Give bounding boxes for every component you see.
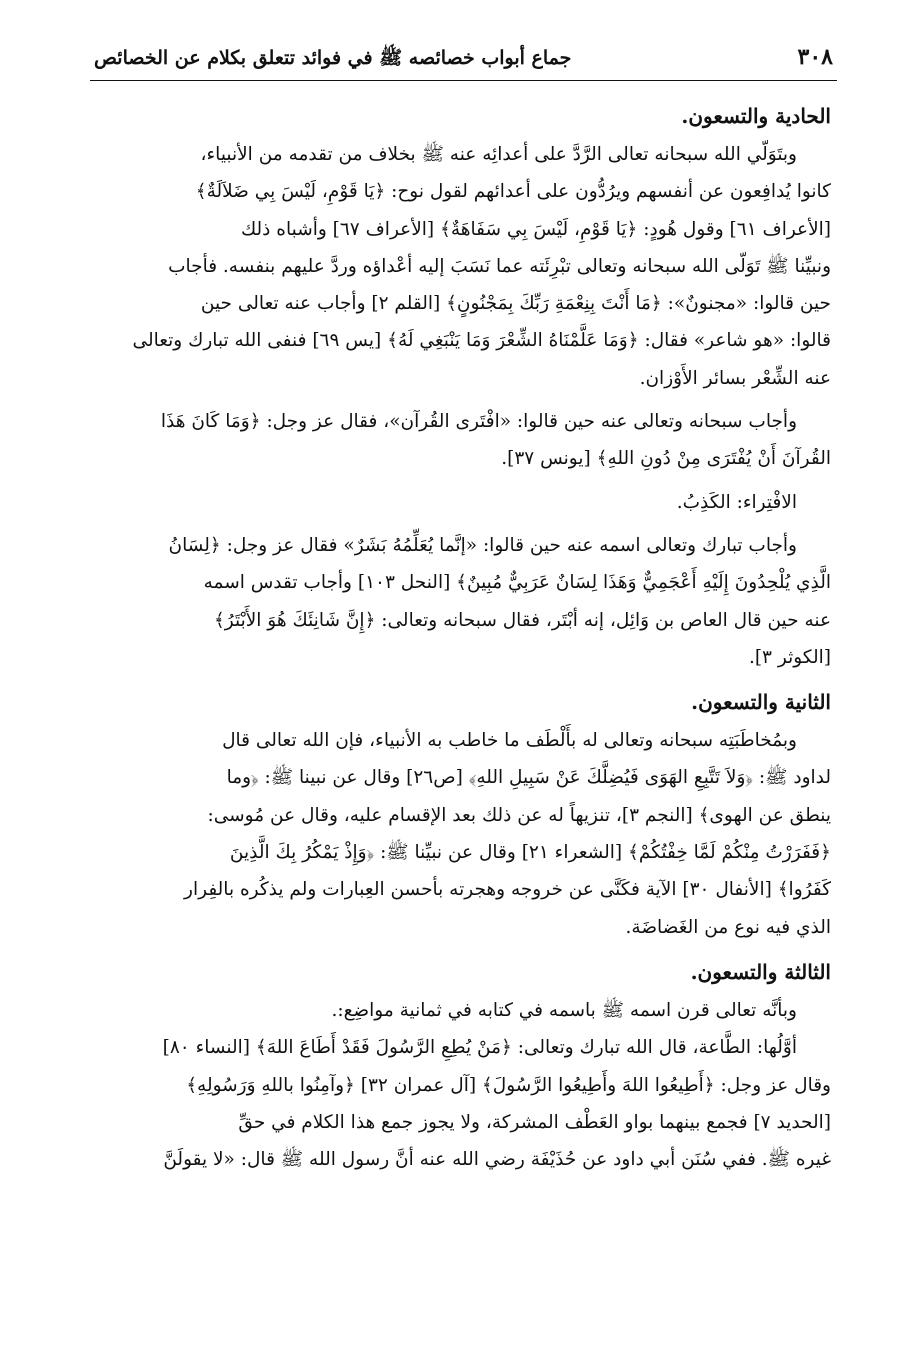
paragraph	[94, 992, 831, 1178]
text-line: حين قالوا: «مجنونٌ»: ﴿مَا أَنْتَ بِنِعْمَةِ رَبِّكَ بِمَجْنُونٍ﴾ [القلم ٢] وأجاب عنه تعالى حين	[200, 293, 831, 315]
text-line: غيره ﷺ. ففي سُنَن أبي داود عن حُذَيْفَة رضي الله عنه أنَّ رسول الله ﷺ قال: «لا يقولَنَّ	[163, 1149, 831, 1171]
text-line: القُرآنَ أَنْ يُفْتَرَى مِنْ دُونِ اللهِ﴾ [يونس ٣٧].	[501, 448, 831, 470]
text-line: [الحديد ٧] فجمع بينهما بواو العَطْف المشركة، ولا يجوز جمع هذا الكلام في حقِّ	[238, 1111, 831, 1133]
text-line: وبتَوَلّي الله سبحانه تعالى الرَّدَّ على أعدائِه عنه ﷺ بخلاف من تقدمه من الأنبياء،	[200, 144, 797, 165]
text-line: [الكوثر ٣].	[748, 646, 831, 668]
text-line: وبأنَّه تعالى قرن اسمه ﷺ باسمه في كتابه في ثمانية مواضِع:.	[331, 999, 797, 1021]
text-line: وبمُخاطَبَتِه سبحانه وتعالى له بأَلْطَف ما خاطب به الأنبياء، فإن الله تعالى قال	[222, 730, 797, 752]
page-body	[94, 96, 831, 1184]
section-heading: الثالثة والتسعون.	[690, 959, 831, 984]
text-line: الافْتِراء: الكَذِبُ.	[676, 491, 797, 513]
text-line: أوَّلُها: الطَّاعة، قال الله تبارك وتعالى: ﴿مَنْ يُطِعِ الرَّسُولَ فَقَدْ أَطَاعَ اللهَ﴾ [النساء ٨٠]	[162, 1037, 797, 1059]
text-line: كَفَرُوا﴾ [الأنفال ٣٠] الآية فكَنَّى عن خروجه وهجرته بأحسن العِبارات ولم يذكُره بالفِرار	[184, 879, 831, 901]
text-line: ﴿فَفَرَرْتُ مِنْكُمْ لَمَّا خِفْتُكُمْ﴾ [الشعراء ٢١] وقال عن نبيِّنا ﷺ: ﴿وَإِذْ يَمْكُرُ بِكَ الَّذِينَ	[229, 842, 831, 864]
section-91	[94, 96, 831, 676]
text-line: عنه حين قال العاص بن وَائِل، إنه أبْتَر، فقال سبحانه وتعالى: ﴿إِنَّ شَانِئَكَ هُوَ الأَبْتَرُ﴾	[213, 609, 831, 631]
paragraph	[94, 136, 831, 397]
section-93	[94, 952, 831, 1178]
text-line: عنه الشِّعْر بسائر الأَوْزان.	[639, 367, 831, 389]
text-line: ينطق عن الهوى﴾ [النجم ٣]، تنزيهاً له عن ذلك بعد الإقسام عليه، وقال عن مُوسى:	[207, 804, 831, 826]
running-title: جماع أبواب خصائصه ﷺ في فوائد تتعلق بكلام عن الخصائص	[94, 47, 572, 69]
section-heading: الحادية والتسعون.	[681, 104, 831, 128]
paragraph	[94, 722, 831, 946]
text-line: وأجاب سبحانه وتعالى عنه حين قالوا: «افْتَرى القُرآن»، فقال عز وجل: ﴿وَمَا كَانَ هَذَا	[160, 411, 797, 433]
text-line: كانوا يُدافِعون عن أنفسهم ويرُدُّون على أعدائهم لقول نوح: ﴿يَا قَوْمِ، لَيْسَ بِي ضَلاَلَةٌ﴾	[195, 181, 831, 203]
paragraph	[94, 403, 831, 478]
text-line: الَّذِي يُلْحِدُونَ إِلَيْهِ أَعْجَمِيٌّ وَهَذَا لِسَانٌ عَرَبِيٌّ مُبِينٌ﴾ [النحل ١٠٣] وأجاب تقدس اسمه	[203, 572, 831, 594]
text-line: وأجاب تبارك وتعالى اسمه عنه حين قالوا: «إنَّما يُعَلِّمُهُ بَشَرٌ» فقال عز وجل: ﴿لِسَانُ	[168, 534, 797, 556]
text-line: وقال عز وجل: ﴿أَطِيعُوا اللهَ وأَطِيعُوا الرَّسُولَ﴾ [آل عمران ٣٢] ﴿وآمِنُوا باللهِ وَرَسُولِهِ﴾	[186, 1074, 831, 1096]
section-heading: الثانية والتسعون.	[691, 690, 831, 715]
page-number: ٣٠٨	[797, 44, 833, 70]
text-line: قالوا: «هو شاعر» فقال: ﴿وَمَا عَلَّمْنَاهُ الشِّعْرَ وَمَا يَنْبَغِي لَهُ﴾ [يس ٦٩] فنفى الله تبارك وتعالى	[132, 330, 831, 352]
text-line: ونبيِّنا ﷺ تَوَلّى الله سبحانه وتعالى تبْرِئَته عما نَسَبَ إليه أعْداؤه وردَّ عليهم بنفسه. فأجاب	[168, 255, 831, 277]
paragraph	[94, 527, 831, 676]
text-line: [الأعراف ٦١] وقول هُودٍ: ﴿يَا قَوْمِ، لَيْسَ بِي سَفَاهَةٌ﴾ [الأعراف ٦٧] وأشباه ذلك	[240, 218, 831, 240]
section-92	[94, 682, 831, 946]
page-header	[90, 38, 837, 81]
paragraph	[94, 484, 831, 521]
text-line: الذي فيه نوع من الغَضاضَة.	[625, 916, 831, 938]
text-line: لداود ﷺ: ﴿وَلاَ تَتَّبِعِ الهَوَى فَيُضِلَّكَ عَنْ سَبِيلِ اللهِ﴾ [ص٢٦] وقال عن نبينا ﷺ: ﴿وما	[226, 767, 831, 789]
